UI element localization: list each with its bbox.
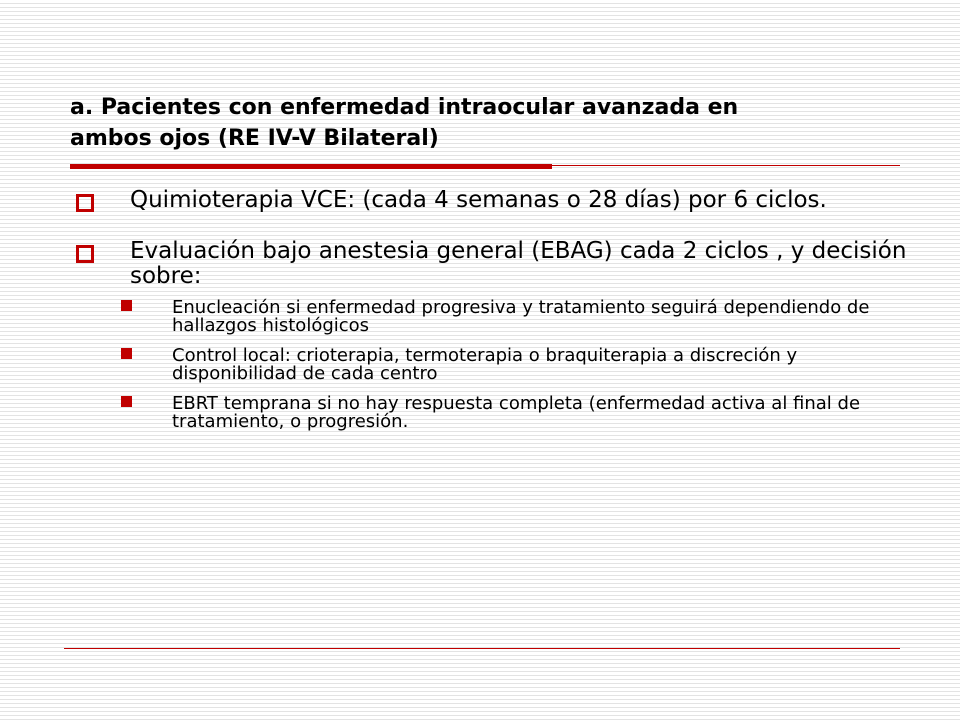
bullet-text: Quimioterapia VCE: (cada 4 semanas o 28 días) por 6 ciclos. [130,187,827,213]
sub-bullet-text: Enucleación si enfermedad progresiva y tratamiento seguirá dependiendo de hallazgos histológicos [172,297,870,336]
sub-bullet-text: EBRT temprana si no hay respuesta completa (enfermedad activa al final de tratamiento, o progresión. [172,393,861,432]
bullet-text: Evaluación bajo anestesia general (EBAG) cada 2 ciclos , y decisión sobre: [130,238,907,289]
slide-title-line-1: a. Pacientes con enfermedad intraocular avanzada en [70,95,739,120]
slide-title [70,92,890,154]
sub-bullet-list [74,299,914,431]
sub-bullet-item-ebrt [116,395,914,431]
sub-bullet-item-local-control [116,347,914,383]
title-divider-thick [70,164,552,169]
filled-square-icon [121,396,132,407]
sub-bullet-text: Control local: crioterapia, termoterapia o braquiterapia a discreción y disponibilidad de cada centro [172,345,798,384]
bullet-item-evaluation [74,239,914,431]
bullet-list [74,188,914,457]
filled-square-icon [121,348,132,359]
footer-divider [64,648,900,649]
bullet-item-chemotherapy [74,188,914,213]
hollow-square-icon [76,194,94,212]
hollow-square-icon [76,245,94,263]
sub-bullet-item-enucleation [116,299,914,335]
slide-title-line-2: ambos ojos (RE IV-V Bilateral) [70,126,439,151]
filled-square-icon [121,300,132,311]
